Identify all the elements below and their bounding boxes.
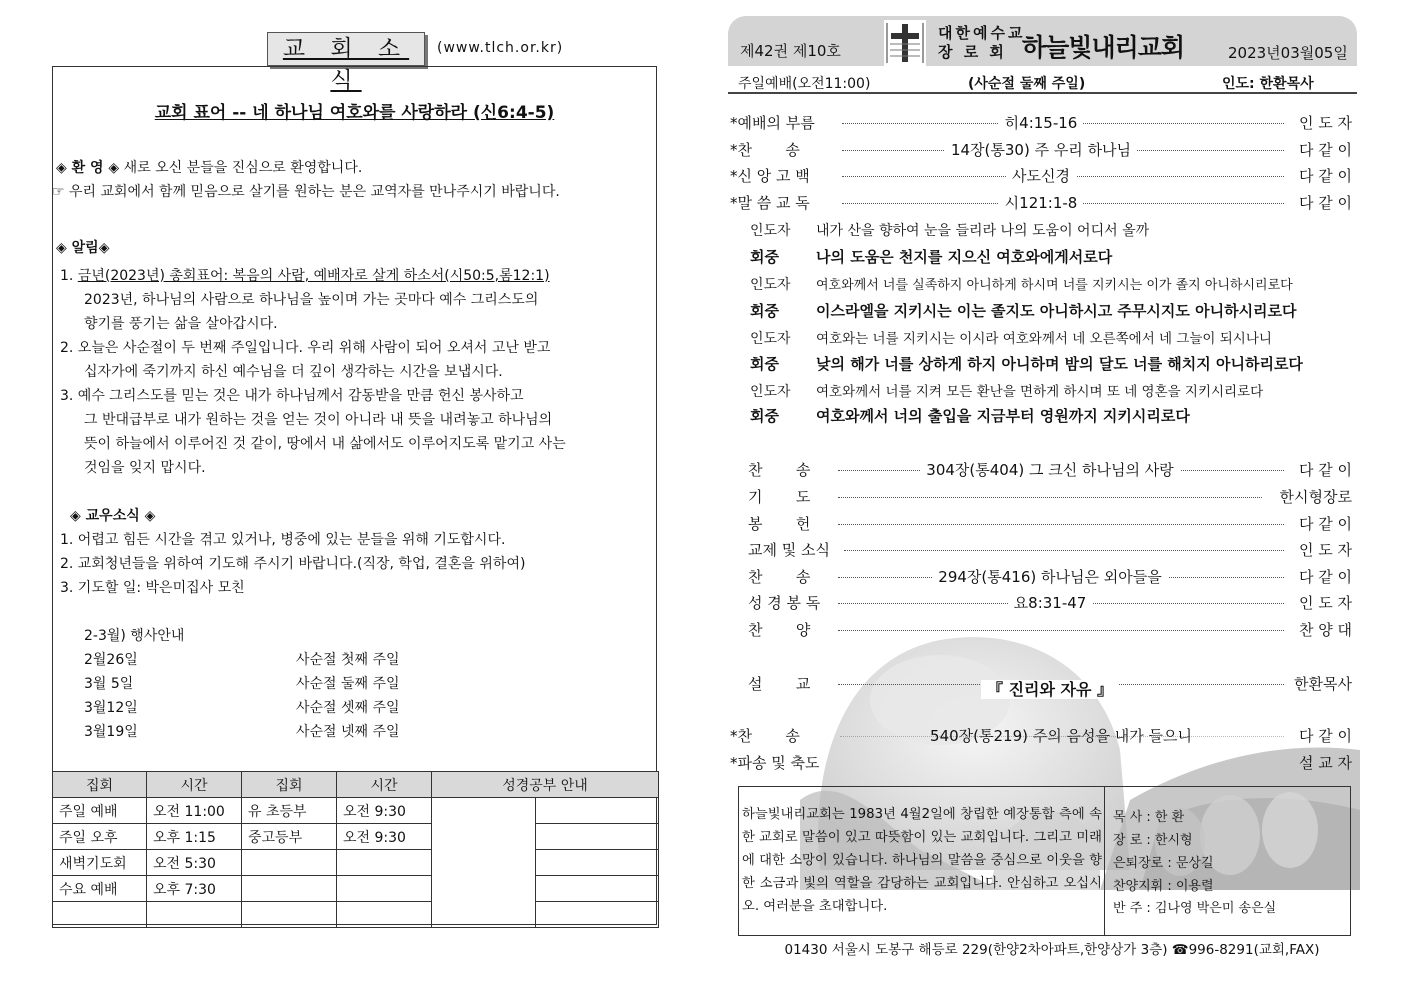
notice-heading: ◈ 알림◈ [56,240,110,256]
responsive-reading-line: 회중 나의 도움은 천지를 지으신 여호와에게서로다 [750,248,1113,266]
table-cell: 오전 5:30 [147,850,242,876]
staff-line: 목 사 : 한 환 [1113,810,1185,825]
bible-study-cell [432,798,536,928]
table-cell [536,824,659,850]
event-desc: 사순절 넷째 주일 [296,724,400,740]
responsive-reading-line: 회중 낮의 해가 너를 상하게 하지 아니하며 밤의 달도 너를 해치지 아니하리로다 [750,355,1303,373]
event-date: 3월 5일 [84,676,134,692]
info-divider [1104,786,1105,936]
column-header: 집회 [53,772,147,798]
church-introduction: 하늘빛내리교회는 1983년 4월2일에 창립한 예장통합 측에 속한 교회로 말씀이 있고 따뜻함이 있는 교회입니다. 그리고 미래에 대한 소망이 있습니다. 하나님의 말씀을 중심으로 이웃을 향한 소금과 빛의 역할을 감당하는 교회입니다. 안심하고 오십시오. 여러분을 초대합니다. [742,807,1102,914]
worship-item: 540장(통219) 주의 음성을 내가 들으니 *찬 송 다 같 이 [730,727,1352,745]
worship-item: 304장(통404) 그 크신 하나님의 사랑 찬 송 다 같 이 [748,461,1352,479]
staff-line: 반 주 : 김나영 박은미 송은실 [1113,901,1277,916]
worship-item: 요8:31-47 성 경 봉 독 인 도 자 [748,594,1352,612]
table-row [53,798,659,824]
worship-item: 294장(통416) 하나님은 외아들을 찬 송 다 같 이 [748,568,1352,586]
welcome-note: ☞ 우리 교회에서 함께 믿음으로 살기를 원하는 분은 교역자를 만나주시기 바랍니다. [52,184,560,200]
news-title: 교 회 소 식 [267,32,425,66]
table-row [53,876,659,902]
table-cell [536,876,659,902]
column-header: 성경공부 안내 [432,772,659,798]
event-desc: 사순절 셋째 주일 [296,700,400,716]
table-header-row [53,772,659,798]
notice-3-line2: 그 반대급부로 내가 원하는 것을 얻는 것이 아니라 내 뜻을 내려놓고 하나님의 [84,412,553,428]
responsive-reading-line: 인도자 여호와는 너를 지키시는 이시라 여호와께서 네 오른쪽에서 네 그늘이 되시나니 [750,331,1272,347]
staff-line: 장 로 : 한시형 [1113,833,1193,848]
table-row [53,824,659,850]
members-3: 3. 기도할 일: 박은미집사 모친 [60,580,245,596]
members-heading: ◈ 교우소식 ◈ [70,508,156,524]
church-name: 하늘빛내리교회 [1022,33,1185,62]
table-cell [242,876,337,902]
table-cell: 오후 1:15 [147,824,242,850]
bulletin-date: 2023년03월05일 [1228,44,1348,62]
event-desc: 사순절 둘째 주일 [296,676,400,692]
worship-item: 시121:1-8 *말 씀 교 독 다 같 이 [730,194,1352,212]
site-url[interactable]: (www.tlch.or.kr) [437,40,564,56]
column-header: 집회 [242,772,337,798]
table-cell [337,850,432,876]
table-cell [242,850,337,876]
worship-item: 히4:15-16 *예배의 부름 인 도 자 [730,114,1352,132]
responsive-reading-line: 인도자 내가 산을 향하여 눈을 들리라 나의 도움이 어디서 올까 [750,223,1150,239]
table-cell: 오전 9:30 [337,798,432,824]
staff-line: 은퇴장로 : 문상길 [1113,856,1214,871]
table-row [53,850,659,876]
church-motto: 교회 표어 -- 네 하나님 여호와를 사랑하라 (신6:4-5) [154,103,555,123]
table-cell [337,902,432,928]
table-cell [53,902,147,928]
column-header: 시간 [147,772,242,798]
members-2: 2. 교회청년들을 위하여 기도해 주시기 바랍니다.(직장, 학업, 결혼을 위하여) [60,556,526,572]
notice-2-line2: 십자가에 죽기까지 하신 예수님을 더 깊이 생각하는 시간을 보냅시다. [84,364,503,380]
service-leader: 인도: 한환목사 [1222,76,1314,92]
event-date: 2월26일 [84,652,138,668]
responsive-reading-line: 인도자 여호와께서 너를 지켜 모든 환난을 면하게 하시며 또 네 영혼을 지키시리로다 [750,384,1264,400]
worship-item: 기 도 한시형장로 [748,488,1352,506]
table-cell: 오후 7:30 [147,876,242,902]
table-cell: 주일 예배 [53,798,147,824]
members-1: 1. 어렵고 힘든 시간을 겪고 있거나, 병중에 있는 분들을 위해 기도합시다. [60,532,506,548]
cross-logo-icon [884,20,926,66]
event-date: 3월19일 [84,724,138,740]
table-cell [536,850,659,876]
worship-item: 사도신경 *신 앙 고 백 다 같 이 [730,167,1352,185]
table-cell [536,798,659,824]
table-row [53,902,659,928]
notice-2: 2. 오늘은 사순절이 두 번째 주일입니다. 우리 위해 사람이 되어 오셔서 고난 받고 [60,340,551,356]
church-address: 01430 서울시 도봉구 해등로 229(한양2차아파트,한양상가 3층) ☎996-8291(교회,FAX) [784,942,1320,958]
table-cell [242,902,337,928]
worship-item: *파송 및 축도 설 교 자 [730,754,1352,772]
table-cell: 수요 예배 [53,876,147,902]
table-cell: 새벽기도회 [53,850,147,876]
notice-1: 1. 금년(2023년) 총회표어: 복음의 사람, 예배자로 살게 하소서(시50:5,롬12:1) [60,268,550,284]
table-cell [147,902,242,928]
table-cell: 유 초등부 [242,798,337,824]
notice-3: 3. 예수 그리스도를 믿는 것은 내가 하나님께서 감동받을 만큼 헌신 봉사하고 [60,388,524,404]
events-heading: 2-3월) 행사안내 [84,628,185,644]
table-cell: 오전 11:00 [147,798,242,824]
responsive-reading-line: 회중 여호와께서 너의 출입을 지금부터 영원까지 지키시리로다 [750,407,1190,425]
event-desc: 사순절 첫째 주일 [296,652,400,668]
column-header: 시간 [337,772,432,798]
sermon-title: 『 진리와 자유 』 [981,680,1119,699]
volume-number: 제42권 제10호 [740,42,841,60]
worship-item: 찬 양 찬 양 대 [748,621,1352,639]
notice-1-line3: 향기를 풍기는 삶을 살아갑시다. [84,316,278,332]
worship-item: 14장(통30) 주 우리 하나님 *찬 송 다 같 이 [730,141,1352,159]
sunday-label: (사순절 둘째 주일) [968,76,1086,92]
responsive-reading-line: 인도자 여호와께서 너를 실족하지 아니하게 하시며 너를 지키시는 이가 졸지 아니하시리로다 [750,277,1293,293]
table-cell: 중고등부 [242,824,337,850]
table-cell [337,876,432,902]
meeting-schedule-table [52,771,659,928]
denomination: 대한예수교 장 로 회 [938,24,1026,61]
sermon-row: 『 진리와 자유 』 설 교 한환목사 [748,675,1352,699]
staff-line: 찬양지휘 : 이용렬 [1113,879,1214,894]
notice-3-line4: 것임을 잊지 맙시다. [84,460,206,476]
notice-3-line3: 뜻이 하늘에서 이루어진 것 같이, 땅에서 내 삶에서도 이루어지도록 맡기고 사는 [84,436,566,452]
event-date: 3월12일 [84,700,138,716]
worship-item: 교제 및 소식 인 도 자 [748,541,1352,559]
notice-1-line2: 2023년, 하나님의 사람으로 하나님을 높이며 가는 곳마다 예수 그리스도의 [84,292,539,308]
welcome-line: ◈ 환 영 ◈ 새로 오신 분들을 진심으로 환영합니다. [56,160,363,176]
worship-item: 봉 헌 다 같 이 [748,515,1352,533]
service-time: 주일예배(오전11:00) [738,76,871,92]
responsive-reading-line: 회중 이스라엘을 지키시는 이는 졸지도 아니하시고 주무시지도 아니하시리로다 [750,302,1297,320]
table-cell [536,902,659,928]
table-cell: 오전 9:30 [337,824,432,850]
table-cell: 주일 오후 [53,824,147,850]
